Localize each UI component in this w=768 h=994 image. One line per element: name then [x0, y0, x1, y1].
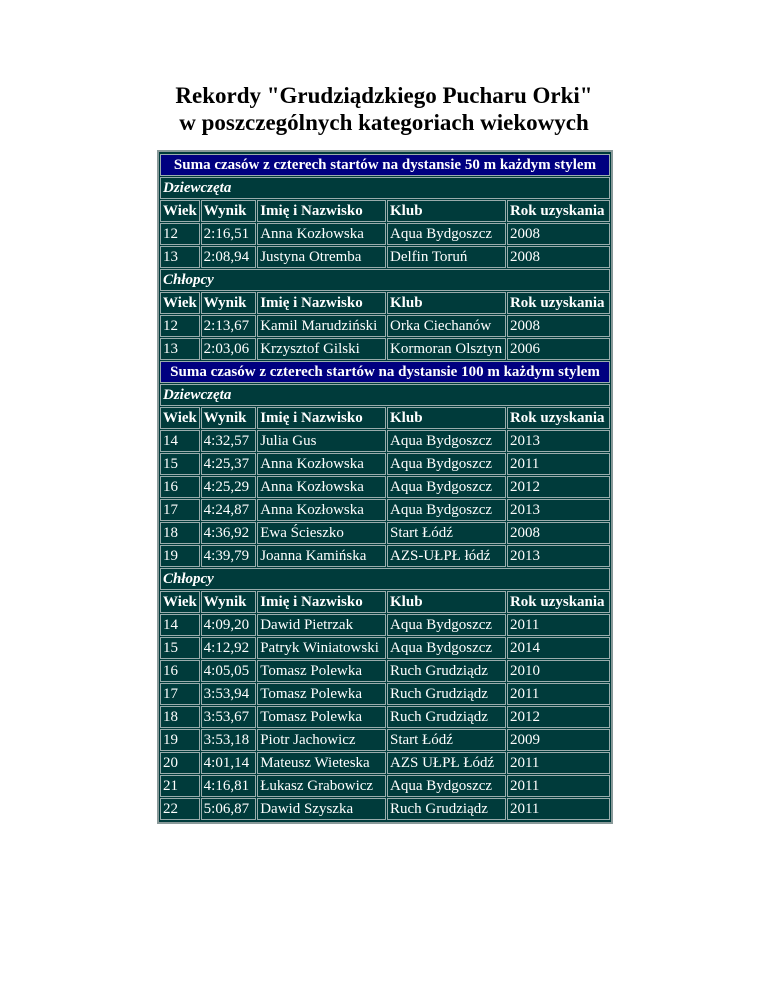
year-cell: 2013 [507, 545, 610, 567]
result-cell: 3:53,94 [201, 683, 257, 705]
year-cell: 2012 [507, 476, 610, 498]
column-header-klub: Klub [387, 200, 506, 222]
club-cell: Orka Ciechanów [387, 315, 506, 337]
club-cell: Aqua Bydgoszcz [387, 614, 506, 636]
year-cell: 2013 [507, 430, 610, 452]
result-cell: 2:13,67 [201, 315, 257, 337]
age-cell: 13 [160, 246, 200, 268]
result-cell: 2:03,06 [201, 338, 257, 360]
column-header-klub: Klub [387, 292, 506, 314]
column-header-rok: Rok uzyskania [507, 200, 610, 222]
page-title-line-1: Rekordy "Grudziądzkiego Pucharu Orki" [175, 83, 593, 108]
year-cell: 2011 [507, 614, 610, 636]
name-cell: Joanna Kamińska [257, 545, 386, 567]
page-title [0, 82, 768, 136]
year-cell: 2011 [507, 752, 610, 774]
name-cell: Tomasz Polewka [257, 683, 386, 705]
table-row [160, 798, 610, 820]
name-cell: Tomasz Polewka [257, 706, 386, 728]
club-cell: Aqua Bydgoszcz [387, 499, 506, 521]
club-cell: Ruch Grudziądz [387, 683, 506, 705]
year-cell: 2011 [507, 683, 610, 705]
result-cell: 4:32,57 [201, 430, 257, 452]
table-row [160, 683, 610, 705]
table-row [160, 752, 610, 774]
column-header-klub: Klub [387, 591, 506, 613]
section-title: Suma czasów z czterech startów na dystansie 50 m każdym stylem [160, 154, 610, 176]
result-cell: 4:05,05 [201, 660, 257, 682]
club-cell: Aqua Bydgoszcz [387, 775, 506, 797]
club-cell: Ruch Grudziądz [387, 798, 506, 820]
table-row [160, 499, 610, 521]
result-cell: 4:16,81 [201, 775, 257, 797]
club-cell: Aqua Bydgoszcz [387, 476, 506, 498]
group-label: Chłopcy [160, 568, 610, 590]
name-cell: Anna Kozłowska [257, 499, 386, 521]
name-cell: Justyna Otremba [257, 246, 386, 268]
table-row [160, 246, 610, 268]
age-cell: 21 [160, 775, 200, 797]
column-header-wiek: Wiek [160, 200, 200, 222]
age-cell: 16 [160, 476, 200, 498]
name-cell: Kamil Marudziński [257, 315, 386, 337]
age-cell: 15 [160, 637, 200, 659]
result-cell: 5:06,87 [201, 798, 257, 820]
age-cell: 12 [160, 315, 200, 337]
result-cell: 3:53,18 [201, 729, 257, 751]
table-row [160, 430, 610, 452]
table-row [160, 223, 610, 245]
result-cell: 4:09,20 [201, 614, 257, 636]
club-cell: Delfin Toruń [387, 246, 506, 268]
result-cell: 2:08,94 [201, 246, 257, 268]
column-header-rok: Rok uzyskania [507, 591, 610, 613]
table-row [160, 315, 610, 337]
club-cell: Aqua Bydgoszcz [387, 223, 506, 245]
table-row [160, 338, 610, 360]
age-cell: 17 [160, 499, 200, 521]
result-cell: 3:53,67 [201, 706, 257, 728]
age-cell: 19 [160, 545, 200, 567]
year-cell: 2006 [507, 338, 610, 360]
club-cell: Kormoran Olsztyn [387, 338, 506, 360]
result-cell: 2:16,51 [201, 223, 257, 245]
year-cell: 2012 [507, 706, 610, 728]
table-row [160, 476, 610, 498]
column-header-wynik: Wynik [201, 591, 257, 613]
table-row [160, 706, 610, 728]
club-cell: Aqua Bydgoszcz [387, 637, 506, 659]
column-header-wynik: Wynik [201, 200, 257, 222]
result-cell: 4:24,87 [201, 499, 257, 521]
group-label: Chłopcy [160, 269, 610, 291]
age-cell: 17 [160, 683, 200, 705]
header-row [160, 591, 610, 613]
result-cell: 4:39,79 [201, 545, 257, 567]
table-row [160, 729, 610, 751]
name-cell: Patryk Winiatowski [257, 637, 386, 659]
age-cell: 14 [160, 614, 200, 636]
year-cell: 2009 [507, 729, 610, 751]
header-row [160, 200, 610, 222]
column-header-wynik: Wynik [201, 292, 257, 314]
club-cell: AZS-UŁPŁ łódź [387, 545, 506, 567]
section-title: Suma czasów z czterech startów na dystansie 100 m każdym stylem [160, 361, 610, 383]
name-cell: Dawid Szyszka [257, 798, 386, 820]
result-cell: 4:25,37 [201, 453, 257, 475]
year-cell: 2008 [507, 522, 610, 544]
year-cell: 2008 [507, 246, 610, 268]
column-header-wiek: Wiek [160, 292, 200, 314]
name-cell: Anna Kozłowska [257, 453, 386, 475]
age-cell: 14 [160, 430, 200, 452]
club-cell: Aqua Bydgoszcz [387, 430, 506, 452]
header-row [160, 407, 610, 429]
age-cell: 12 [160, 223, 200, 245]
name-cell: Piotr Jachowicz [257, 729, 386, 751]
column-header-rok: Rok uzyskania [507, 407, 610, 429]
name-cell: Dawid Pietrzak [257, 614, 386, 636]
year-cell: 2011 [507, 798, 610, 820]
result-cell: 4:01,14 [201, 752, 257, 774]
name-cell: Tomasz Polewka [257, 660, 386, 682]
year-cell: 2014 [507, 637, 610, 659]
year-cell: 2010 [507, 660, 610, 682]
age-cell: 18 [160, 522, 200, 544]
age-cell: 16 [160, 660, 200, 682]
year-cell: 2011 [507, 775, 610, 797]
club-cell: Start Łódź [387, 522, 506, 544]
table-row [160, 453, 610, 475]
age-cell: 22 [160, 798, 200, 820]
table-row [160, 775, 610, 797]
column-header-imie: Imię i Nazwisko [257, 407, 386, 429]
result-cell: 4:36,92 [201, 522, 257, 544]
result-cell: 4:12,92 [201, 637, 257, 659]
name-cell: Ewa Ścieszko [257, 522, 386, 544]
year-cell: 2011 [507, 453, 610, 475]
table-row [160, 545, 610, 567]
name-cell: Łukasz Grabowicz [257, 775, 386, 797]
age-cell: 20 [160, 752, 200, 774]
year-cell: 2013 [507, 499, 610, 521]
name-cell: Krzysztof Gilski [257, 338, 386, 360]
table-row [160, 660, 610, 682]
year-cell: 2008 [507, 223, 610, 245]
result-cell: 4:25,29 [201, 476, 257, 498]
group-label: Dziewczęta [160, 177, 610, 199]
column-header-imie: Imię i Nazwisko [257, 200, 386, 222]
column-header-wynik: Wynik [201, 407, 257, 429]
table-row [160, 614, 610, 636]
column-header-wiek: Wiek [160, 407, 200, 429]
name-cell: Anna Kozłowska [257, 476, 386, 498]
name-cell: Mateusz Wieteska [257, 752, 386, 774]
column-header-rok: Rok uzyskania [507, 292, 610, 314]
age-cell: 15 [160, 453, 200, 475]
club-cell: Ruch Grudziądz [387, 660, 506, 682]
club-cell: AZS UŁPŁ Łódź [387, 752, 506, 774]
column-header-imie: Imię i Nazwisko [257, 292, 386, 314]
header-row [160, 292, 610, 314]
column-header-klub: Klub [387, 407, 506, 429]
group-label: Dziewczęta [160, 384, 610, 406]
page-title-line-2: w poszczególnych kategoriach wiekowych [179, 110, 589, 135]
club-cell: Start Łódź [387, 729, 506, 751]
club-cell: Aqua Bydgoszcz [387, 453, 506, 475]
table-row [160, 637, 610, 659]
year-cell: 2008 [507, 315, 610, 337]
club-cell: Ruch Grudziądz [387, 706, 506, 728]
age-cell: 19 [160, 729, 200, 751]
age-cell: 18 [160, 706, 200, 728]
table-row [160, 522, 610, 544]
column-header-wiek: Wiek [160, 591, 200, 613]
column-header-imie: Imię i Nazwisko [257, 591, 386, 613]
records-table [157, 150, 613, 824]
name-cell: Julia Gus [257, 430, 386, 452]
age-cell: 13 [160, 338, 200, 360]
name-cell: Anna Kozłowska [257, 223, 386, 245]
